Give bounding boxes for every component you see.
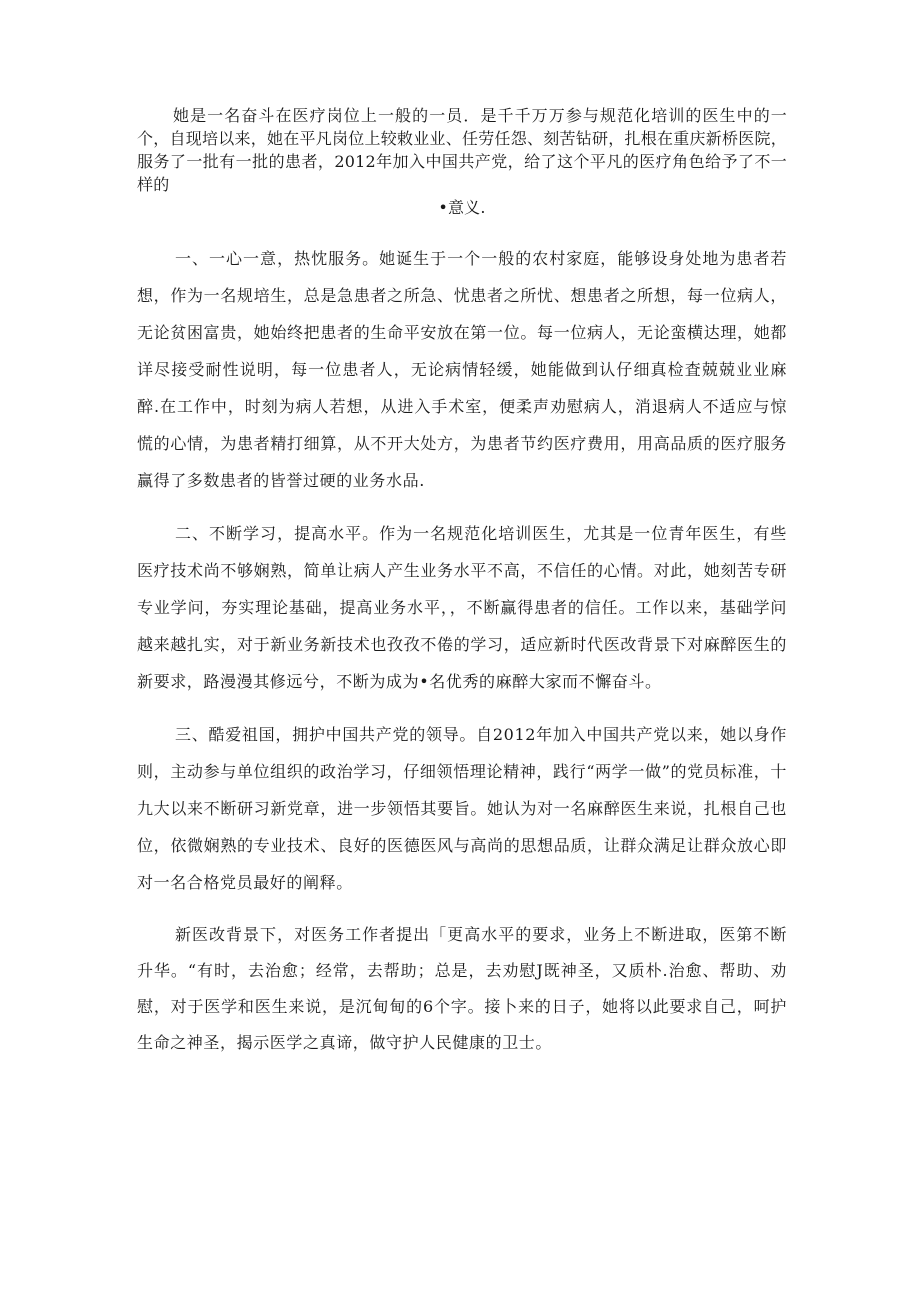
body-section-list — [137, 240, 787, 1077]
intro-paragraph: 她是一名奋斗在医疗岗位上一般的一员．是千千万万参与规范化培训的医生中的一个，自现培以来，她在平凡岗位上较敕业业、任劳任怨、刻苦钻研，扎根在重庆新桥医院，服务了一批有一批的患者，2012年加入中国共产党，给了这个平凡的医疗角色给予了不一样的 — [137, 106, 787, 194]
section-3-paragraph: 三、酷爱祖国，拥护中国共产党的领导。自2012年加入中国共产党以来，她以身作则，主动参与单位组织的政治学习，仔细领悟理论精神，践行“两学一做”的党员标准，十九大以来不断研习新党章，进一步领悟其要旨。她认为对一名麻醉医生来说，扎根自己也位，依微娴熟的专业技术、良好的医德医风与高尚的思想品质，让群众满足让群众放心即对一名合格党员最好的阐释。 — [137, 725, 787, 892]
section-1-paragraph: 一、一心一意，热忱服务。她诞生于一个一般的农村家庭，能够设身处地为患者若想，作为一名规培生，总是急患者之所急、忧患者之所忧、想患者之所想，每一位病人，无论贫困富贵，她始终把患者的生命平安放在第一位。每一位病人，无论蛮横达理，她都详尽接受耐性说明，每一位患者人，无论病情轻缓，她能做到认仔细真检査兢兢业业麻醉.在工作中，时刻为病人若想，从进入手术室，便柔声劝慰病人，消退病人不适应与惊慌的心情，为患者精打细算，从不开大处方，为患者节约医疗费用，用高品质的医疗服务赢得了多数患者的皆誉过硬的业务水品. — [137, 249, 787, 490]
section-4-paragraph: 新医改背景下，对医务工作者提出「更高水平的要求，业务上不断进取，医第不断升华。“有时，去治愈；经常，去帮助；总是，去劝慰J既神圣，又质朴.治愈、帮助、劝慰，对于医学和医生来说，是沉甸甸的6个字。接卜来的日子，她将以此要求自己，呵护生命之神圣，揭示医学之真谛，做守护人民健康的卫士。 — [137, 925, 787, 1052]
section-2-paragraph: 二、不断学习，提高水平。作为一名规范化培训医生，尤其是一位青年医生，有些医疗技术尚不够娴熟，简单让病人产生业务水平不高，不信任的心情。对此，她刻苦专研专业学问，夯实理论基础，提高业务水平，，不断赢得患者的信任。工作以来，基础学问越来越扎实，对于新业务新技术也孜孜不倦的学习，适应新时代医改背景下对麻醉医生的新要求，路漫漫其修远兮，不断为成为•名优秀的麻醉大家而不懈奋斗。 — [137, 524, 787, 691]
intro-tail: •意义. — [438, 198, 486, 217]
intro-block — [137, 104, 787, 219]
